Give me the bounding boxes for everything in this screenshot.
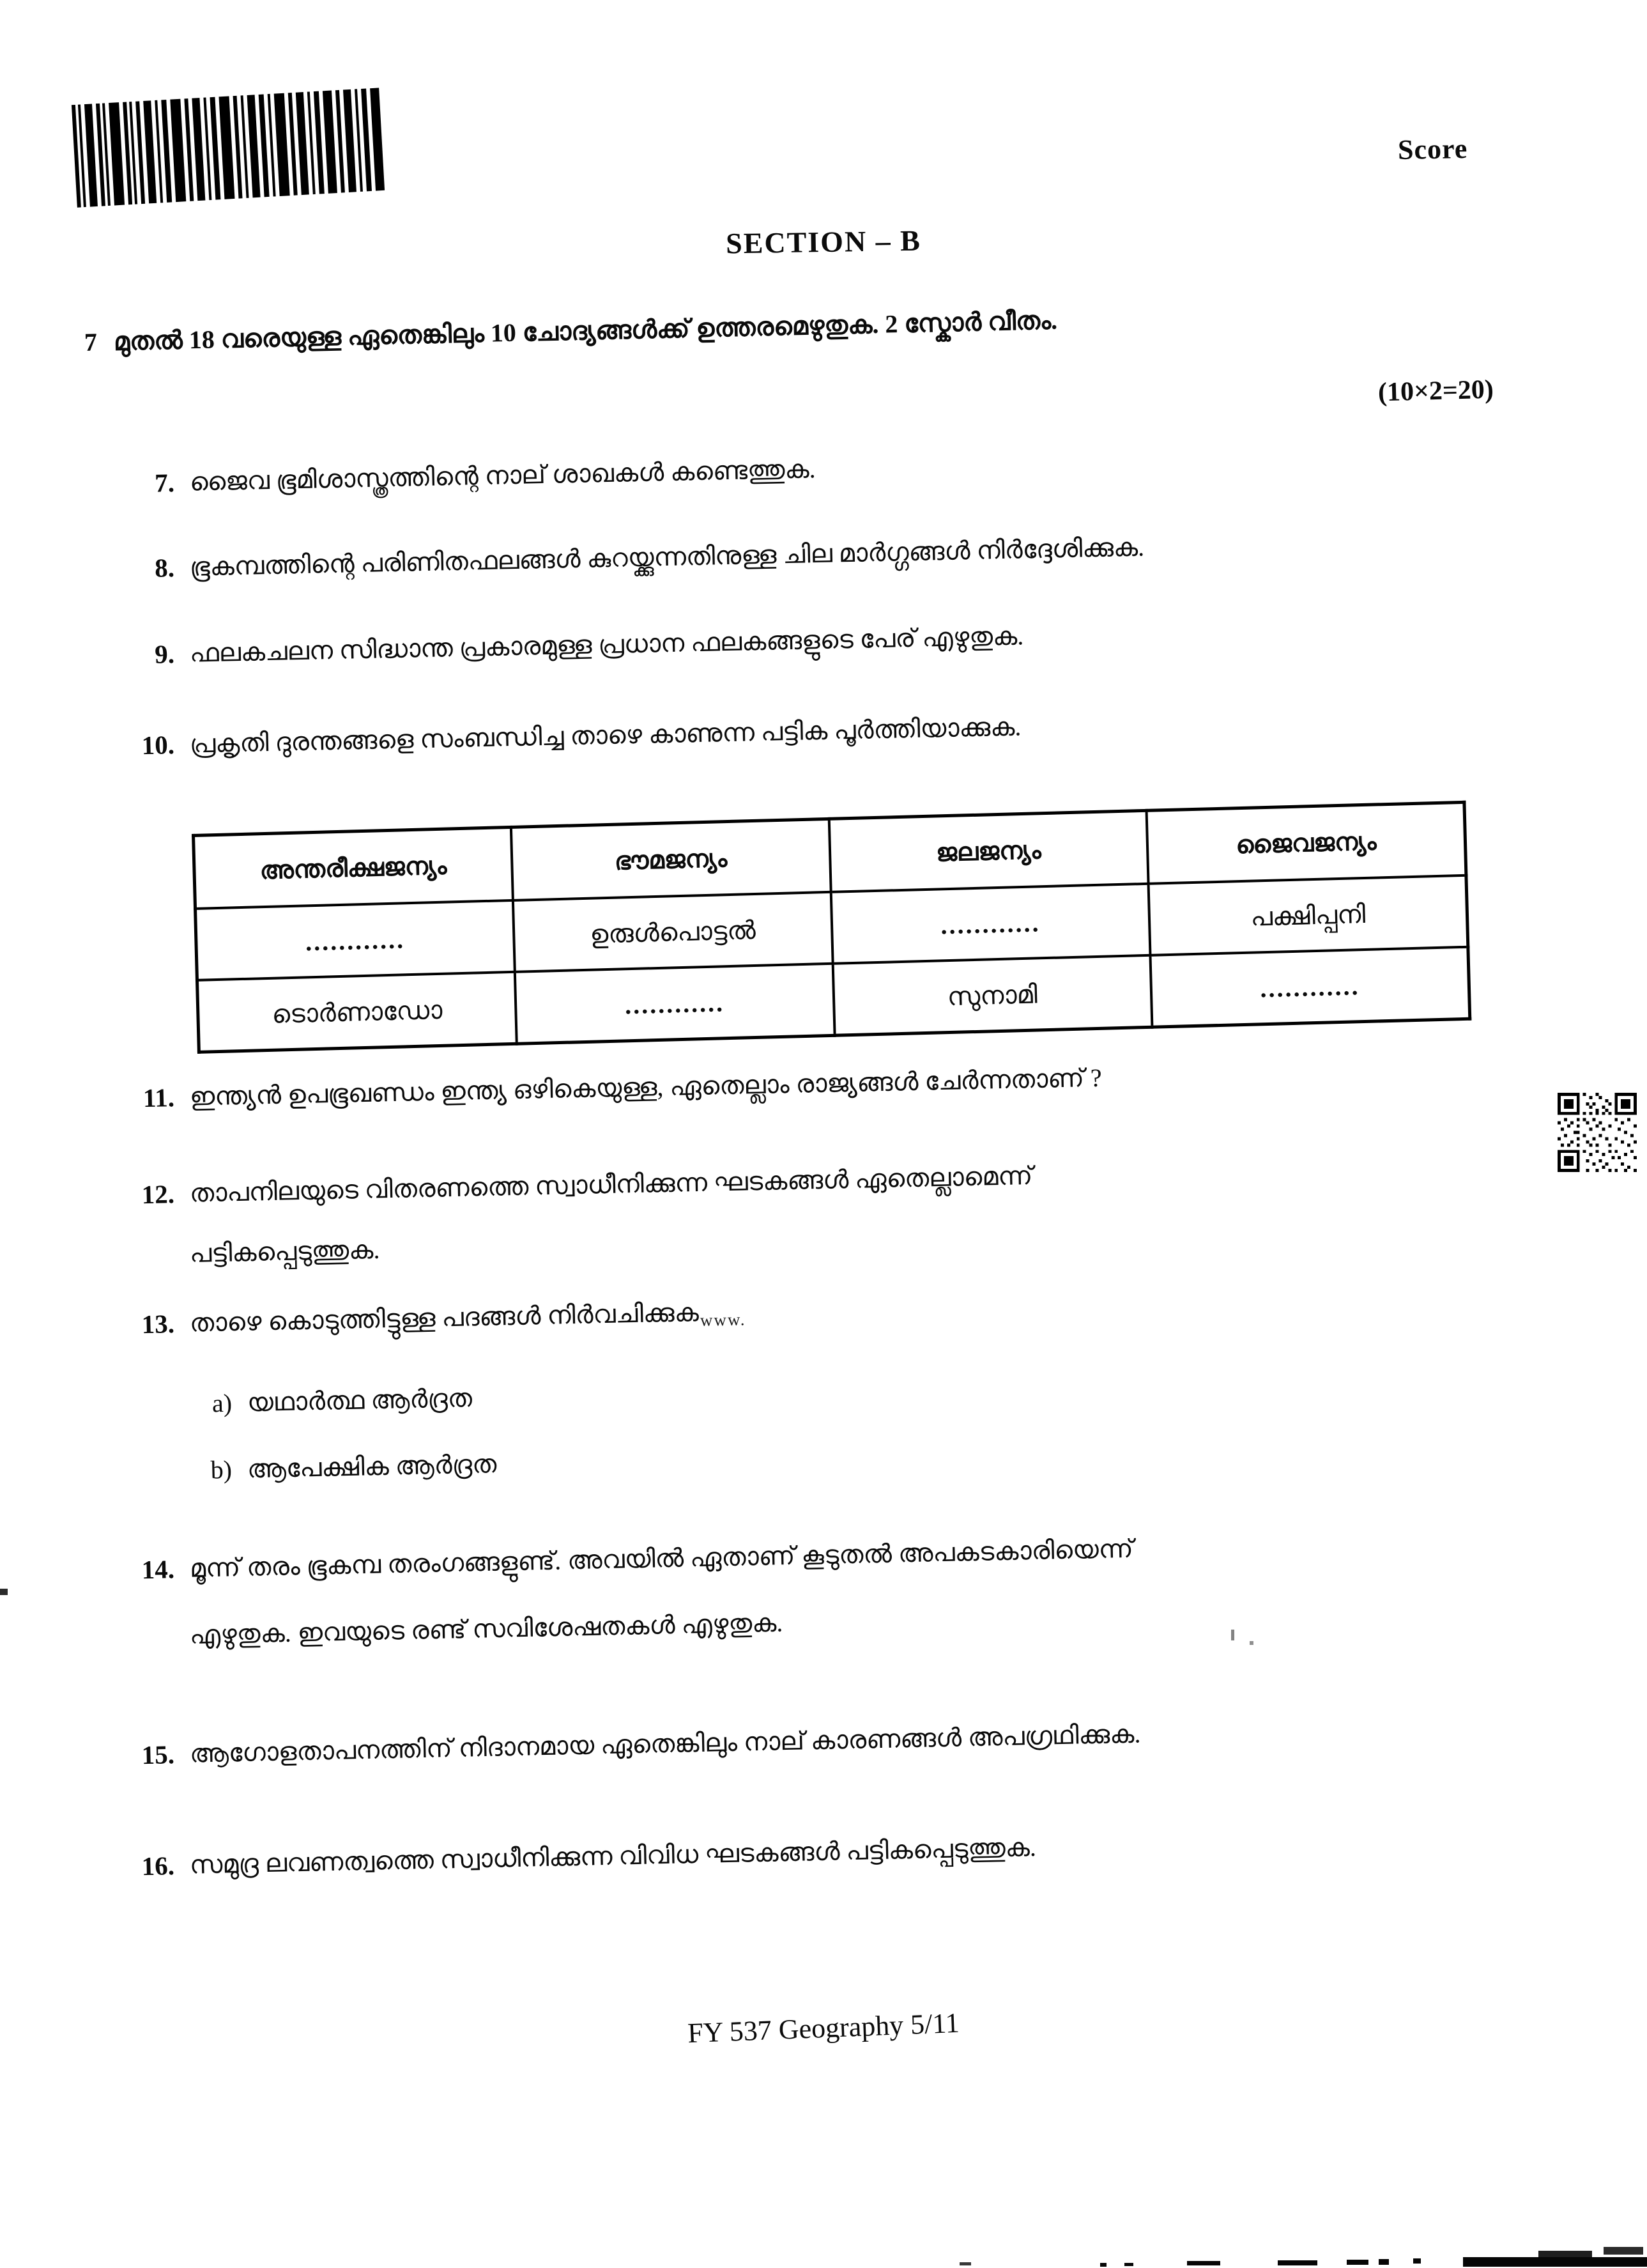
barcode-graphic: [69, 87, 388, 208]
scan-smudge: [1278, 2260, 1317, 2265]
scan-smudge: [1463, 2257, 1647, 2267]
disaster-table-wrap: [192, 801, 1471, 1054]
question-text: താപനിലയുടെ വിതരണത്തെ സ്വാധീനിക്കുന്ന ഘടകങ്ങൾ ഏതെല്ലാമെന്ന്: [189, 1161, 1033, 1208]
question-text: ആഗോളതാപനത്തിന് നിദാനമായ ഏതെങ്കിലും നാല് കാരണങ്ങൾ അപഗ്രഥിക്കുക.: [189, 1719, 1141, 1768]
question-text: ജൈവ ഭൂമിശാസ്ത്രത്തിന്റെ നാല് ശാഖകൾ കണ്ടെത്തുക.: [189, 454, 816, 497]
scan-smudge: [1231, 1630, 1234, 1640]
question-text: ഇന്ത്യൻ ഉപഭൂഖണ്ഡം ഇന്ത്യ ഒഴികെയുള്ള, ഏതെല്ലാം രാജ്യങ്ങൾ ചേർന്നതാണ് ?: [189, 1063, 1103, 1111]
question-13b: [194, 1448, 496, 1486]
question-13a: [194, 1382, 472, 1420]
scan-smudge: [1413, 2258, 1421, 2264]
scan-smudge: [1347, 2260, 1368, 2265]
print-artifact-www: www.: [700, 1309, 746, 1330]
question-number: 14.: [141, 1554, 175, 1585]
question-10: [118, 711, 1021, 762]
scan-smudge: [1604, 2247, 1643, 2255]
scan-smudge: [1379, 2259, 1389, 2265]
scan-smudge: [0, 1589, 8, 1595]
instruction-text: മുതൽ 18 വരെയുള്ള ഏതെങ്കിലും 10 ചോദ്യങ്ങൾക്ക് ഉത്തരമെഴുതുക. 2 സ്കോർ വീതം.: [113, 305, 1058, 356]
sub-item-text: യഥാർത്ഥ ആർദ്രത: [247, 1383, 473, 1417]
scan-smudge: [1538, 2251, 1592, 2258]
qr-code-icon: [1558, 1093, 1637, 1172]
question-7: [118, 453, 816, 500]
instruction-start-number: 7: [84, 327, 98, 357]
question-text: ഫലകചലന സിദ്ധാന്ത പ്രകാരമുള്ള പ്രധാന ഫലകങ്ങളുടെ പേര് എഴുതുക.: [189, 621, 1024, 668]
scan-smudge: [1100, 2263, 1107, 2267]
question-number: 8.: [154, 553, 175, 583]
question-text: പ്രകൃതി ദുരന്തങ്ങളെ സംബന്ധിച്ച താഴെ കാണുന്ന പട്ടിക പൂർത്തിയാക്കുക.: [189, 712, 1022, 759]
table-cell-blank: ............: [1150, 947, 1469, 1027]
question-11: [118, 1062, 1102, 1115]
instruction-line: [84, 294, 1553, 357]
question-text: താഴെ കൊടുത്തിട്ടുള്ള പദങ്ങൾ നിർവചിക്കുക$_{www.}$: [189, 1297, 746, 1338]
question-text: ഭൂകമ്പത്തിന്റെ പരിണിതഫലങ്ങൾ കുറയ്ക്കുന്നതിനുള്ള ചില മാർഗ്ഗങ്ങൾ നിർദ്ദേശിക്കുക.: [189, 532, 1145, 582]
question-number: 9.: [154, 639, 175, 669]
sub-item-text: ആപേക്ഷിക ആർദ്രത: [247, 1449, 497, 1484]
score-label: Score: [1397, 133, 1468, 166]
table-header-cell: ഭൗമജന്യം: [511, 819, 831, 900]
table-cell: പക്ഷിപ്പനി: [1149, 876, 1468, 955]
section-title: SECTION – B: [725, 224, 922, 260]
question-12-line2: പട്ടികപ്പെടുത്തുക.: [189, 1235, 380, 1268]
question-14: [118, 1533, 1133, 1587]
sub-item-label: a): [211, 1388, 233, 1418]
disaster-table: [192, 801, 1471, 1054]
scan-smudge: [960, 2262, 971, 2265]
table-cell: ഉരുൾപൊട്ടൽ: [513, 892, 832, 972]
question-13: [118, 1295, 746, 1341]
scan-smudge: [1250, 1641, 1253, 1645]
question-16: [118, 1832, 1036, 1883]
question-number: 13.: [141, 1309, 175, 1339]
table-cell: ടൊർണാഡോ: [197, 972, 516, 1052]
table-header-cell: ജലജന്യം: [829, 810, 1148, 891]
qr-code-graphic: [1558, 1093, 1637, 1172]
scan-smudge: [1187, 2261, 1220, 2265]
marks-scheme: (10×2=20): [1377, 374, 1494, 408]
question-number: 12.: [141, 1179, 175, 1210]
table-cell-blank: ............: [515, 964, 834, 1044]
table-cell-blank: ............: [831, 884, 1150, 964]
question-12: [118, 1160, 1032, 1212]
page-footer: FY 537 Geography 5/11: [687, 2007, 960, 2049]
question-text: സമുദ്ര ലവണത്വത്തെ സ്വാധീനിക്കുന്ന വിവിധ ഘടകങ്ങൾ പട്ടികപ്പെടുത്തുക.: [189, 1832, 1037, 1879]
question-8: [118, 531, 1144, 585]
question-text: മൂന്ന് തരം ഭൂകമ്പ തരംഗങ്ങളുണ്ട്. അവയിൽ ഏതാണ് കൂടുതൽ അപകടകാരിയെന്ന്: [189, 1534, 1134, 1583]
question-number: 16.: [141, 1851, 175, 1881]
question-9: [118, 620, 1023, 672]
question-number: 15.: [141, 1740, 175, 1770]
table-cell: സുനാമി: [832, 955, 1152, 1035]
table-header-cell: ജൈവജന്യം: [1147, 802, 1466, 883]
question-number: 11.: [142, 1083, 175, 1113]
question-number: 7.: [154, 468, 175, 498]
barcode-icon: [69, 87, 388, 208]
question-15: [118, 1718, 1140, 1772]
sub-item-label: b): [210, 1454, 233, 1485]
table-header-cell: അന്തരീക്ഷജന്യം: [194, 827, 513, 908]
scan-smudge: [1124, 2263, 1133, 2266]
question-14-line2: എഴുതുക. ഇവയുടെ രണ്ട് സവിശേഷതകൾ എഴുതുക.: [189, 1608, 783, 1649]
table-cell-blank: ............: [195, 900, 515, 980]
question-number: 10.: [141, 730, 175, 760]
